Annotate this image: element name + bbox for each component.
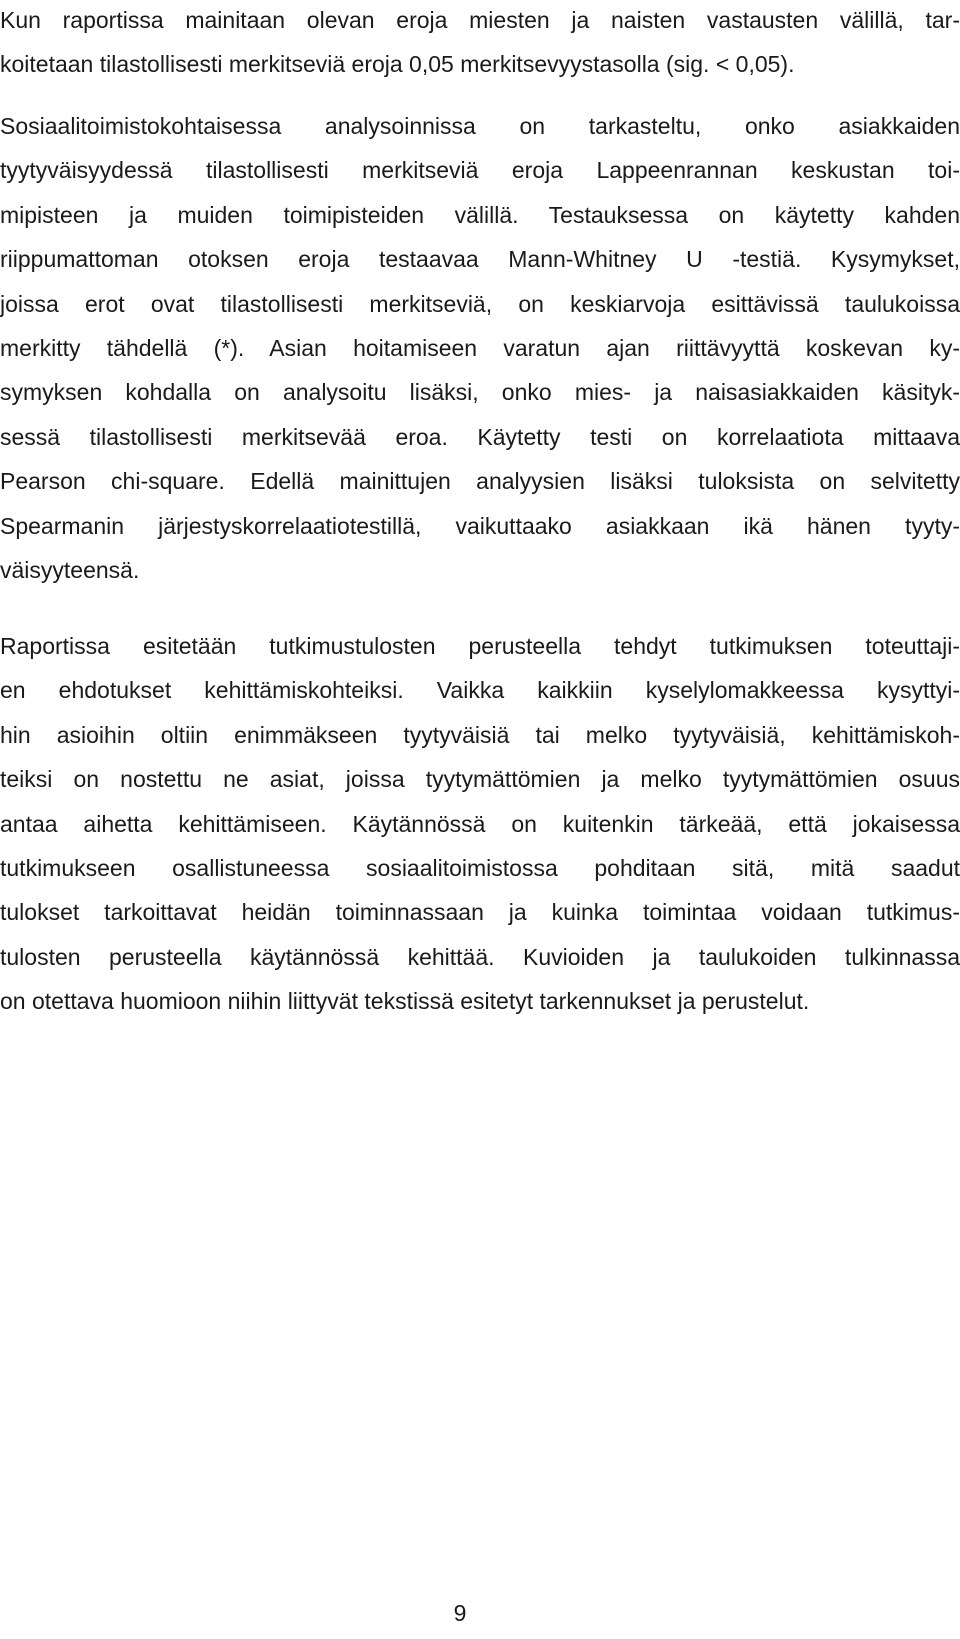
text-line: Raportissa esitetään tutkimustulosten perusteella tehdyt tutkimuksen toteuttaji- <box>0 633 960 659</box>
text-line: mipisteen ja muiden toimipisteiden välillä. Testauksessa on käytetty kahden <box>0 201 960 228</box>
paragraph-development-proposals <box>0 624 960 1024</box>
text-line: on otettava huomioon niihin liittyvät tekstissä esitetyt tarkennukset ja perustelut. <box>0 988 810 1015</box>
text-line: tulokset tarkoittavat heidän toiminnassaan ja kuinka toimintaa voidaan tutkimus- <box>0 899 960 926</box>
text-line: koitetaan tilastollisesti merkitseviä eroja 0,05 merkitsevyystasolla (sig. < 0,05). <box>0 51 795 78</box>
text-line: Sosiaalitoimistokohtaisessa analysoinnissa on tarkasteltu, onko asiakkaiden <box>0 113 960 139</box>
text-line: tutkimukseen osallistuneessa sosiaalitoimistossa pohditaan sitä, mitä saadut <box>0 854 960 881</box>
text-line: teiksi on nostettu ne asiat, joissa tyytymättömien ja melko tyytymättömien osuus <box>0 766 960 793</box>
text-line: hin asioihin oltiin enimmäkseen tyytyväisiä tai melko tyytyväisiä, kehittämiskoh- <box>0 721 960 748</box>
paragraph-statistical-significance <box>0 0 960 87</box>
page-number: 9 <box>453 1600 467 1626</box>
text-line: Spearmanin järjestyskorrelaatiotestillä, vaikuttaako asiakkaan ikä hänen tyyty- <box>0 512 960 539</box>
text-line: tulosten perusteella käytännössä kehittää. Kuvioiden ja taulukoiden tulkinnassa <box>0 943 960 970</box>
text-line: antaa aihetta kehittämiseen. Käytännössä on kuitenkin tärkeää, että jokaisessa <box>0 810 960 837</box>
text-line: symyksen kohdalla on analysoitu lisäksi, onko mies- ja naisasiakkaiden käsityk- <box>0 379 960 406</box>
paragraph-office-analysis <box>0 104 960 592</box>
text-line: merkitty tähdellä (*). Asian hoitamiseen varatun ajan riittävyyttä koskevan ky- <box>0 334 960 361</box>
text-line: Kun raportissa mainitaan olevan eroja miesten ja naisten vastausten välillä, tar- <box>0 7 960 33</box>
text-line: en ehdotukset kehittämiskohteiksi. Vaikka kaikkiin kyselylomakkeessa kysyttyi- <box>0 677 960 704</box>
text-line: riippumattoman otoksen eroja testaavaa Mann-Whitney U -testiä. Kysymykset, <box>0 246 960 273</box>
text-line: tyytyväisyydessä tilastollisesti merkitseviä eroja Lappeenrannan keskustan toi- <box>0 157 960 184</box>
text-line: väisyyteensä. <box>0 556 140 583</box>
text-line: Pearson chi-square. Edellä mainittujen analyysien lisäksi tuloksista on selvitetty <box>0 468 960 495</box>
text-line: joissa erot ovat tilastollisesti merkitseviä, on keskiarvoja esittävissä taulukoissa <box>0 290 960 317</box>
text-line: sessä tilastollisesti merkitsevää eroa. Käytetty testi on korrelaatiota mittaava <box>0 423 960 450</box>
